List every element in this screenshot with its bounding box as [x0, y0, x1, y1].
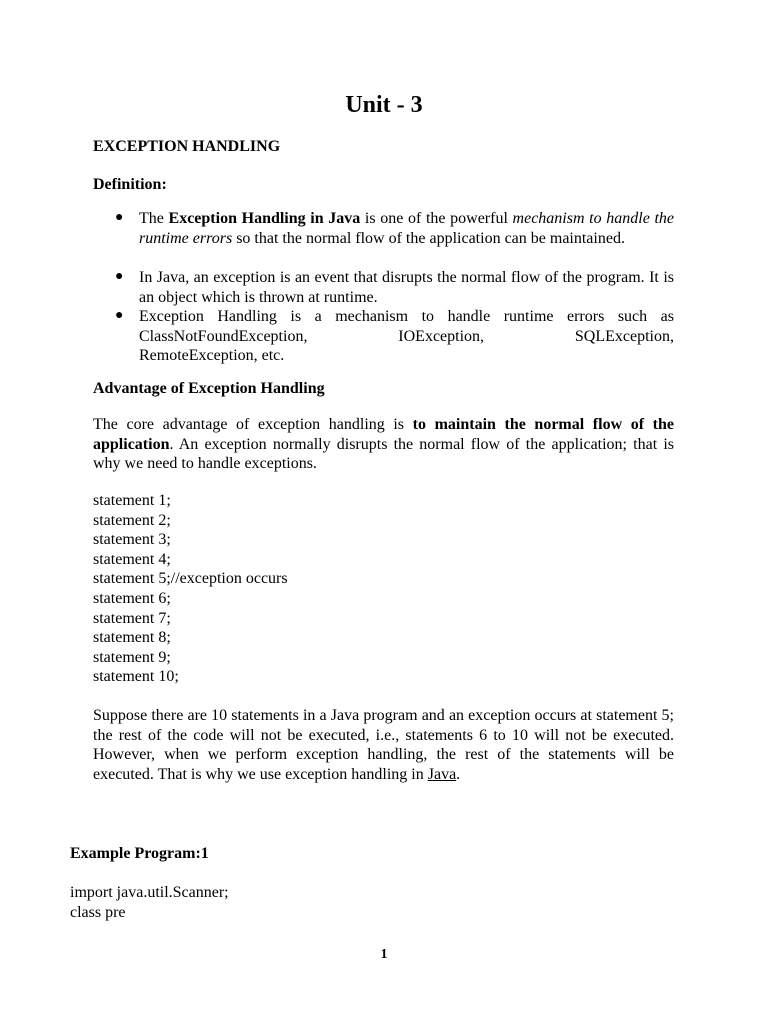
statement-line: statement 8; — [93, 629, 171, 647]
statement-line: statement 5;//exception occurs — [93, 570, 288, 588]
bullet-item: In Java, an exception is an event that disrupts the normal flow of the program. It is an object which is thrown at runtime. — [139, 269, 674, 306]
page-title: Unit - 3 — [345, 92, 423, 118]
advantage-paragraph: The core advantage of exception handling is to maintain the normal flow of the application. An exception normally disrupts the normal flow of the application; that is why we need to handle exceptions. — [93, 416, 674, 473]
suppose-paragraph: Suppose there are 10 statements in a Java program and an exception occurs at statement 5; the rest of the code will not be executed, i.e., statements 6 to 10 will not be executed. However, when we perform exception handling, the rest of the statements will be executed. That is why we use exception handling in Java. — [93, 707, 674, 783]
java-link[interactable]: Java — [427, 765, 457, 783]
statement-line: statement 4; — [93, 550, 171, 568]
bullet-icon: ● — [115, 269, 124, 284]
statement-line: statement 2; — [93, 511, 171, 529]
code-line: class pre — [70, 903, 126, 921]
statement-list — [93, 491, 288, 687]
statement-line: statement 6; — [93, 589, 171, 607]
code-block — [70, 883, 229, 922]
statement-line: statement 10; — [93, 668, 179, 686]
statement-line: statement 9; — [93, 648, 171, 666]
code-line: import java.util.Scanner; — [70, 884, 229, 901]
statement-line: statement 1; — [93, 492, 171, 509]
page-number: 1 — [380, 947, 388, 962]
bullet-icon: ● — [115, 210, 124, 225]
example-heading: Example Program:1 — [70, 845, 209, 862]
advantage-heading: Advantage of Exception Handling — [93, 380, 325, 397]
section-heading: EXCEPTION HANDLING — [93, 138, 281, 155]
bullet-item: Exception Handling is a mechanism to handle runtime errors such as ClassNotFoundException, IOException, SQLException, RemoteException, etc. — [139, 308, 674, 365]
statement-line: statement 7; — [93, 609, 171, 627]
bullet-item: The Exception Handling in Java is one of the powerful mechanism to handle the runtime errors so that the normal flow of the application can be maintained. — [139, 210, 674, 247]
definition-heading: Definition: — [93, 176, 167, 193]
statement-line: statement 3; — [93, 531, 171, 549]
bullet-icon: ● — [115, 308, 124, 323]
